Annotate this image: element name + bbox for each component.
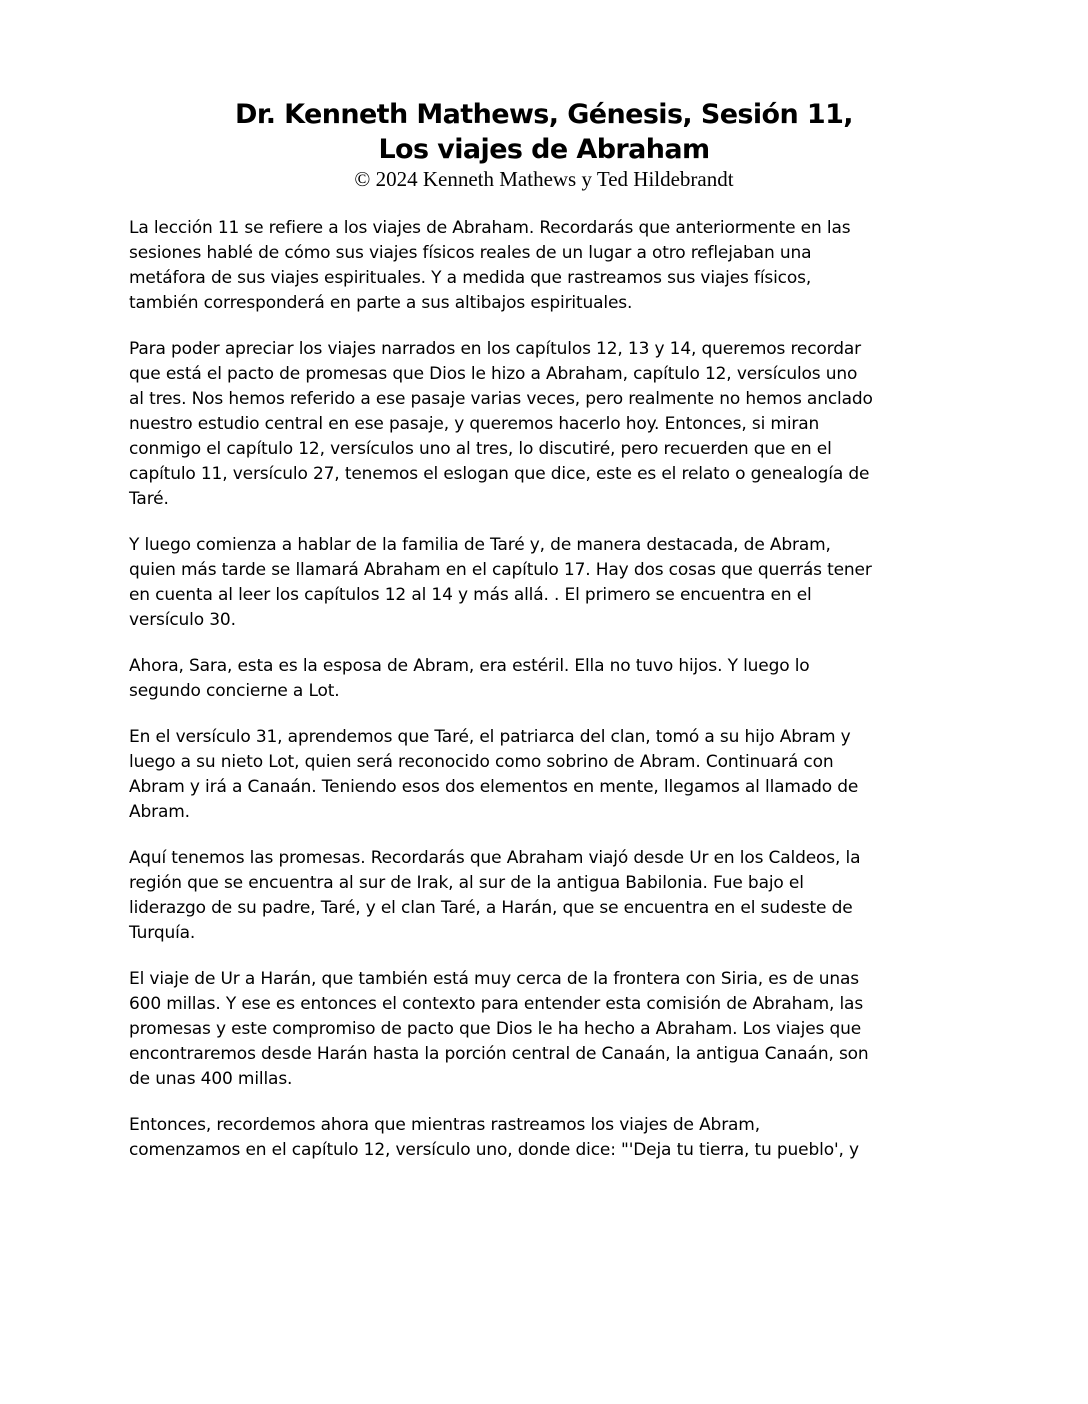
paragraph-6: Aquí tenemos las promesas. Recordarás que Abraham viajó desde Ur en los Caldeos, la región que se encuentra al sur de Irak, al sur de la antigua Babilonia. Fue bajo el liderazgo de su padre, Taré, y el clan Taré, a Harán, que se encuentra en el sudeste de Turquía. xyxy=(129,848,861,943)
document-title-line-1: Dr. Kenneth Mathews, Génesis, Sesión 11, xyxy=(235,99,853,130)
paragraph-5: En el versículo 31, aprendemos que Taré, el patriarca del clan, tomó a su hijo Abram y luego a su nieto Lot, quien será reconocido como sobrino de Abram. Continuará con Abram y irá a Canaán. Teniendo esos dos elementos en mente, llegamos al llamado de Abram. xyxy=(129,727,859,822)
paragraph-8: Entonces, recordemos ahora que mientras rastreamos los viajes de Abram, comenzamos en el capítulo 12, versículo uno, donde dice: "'Deja tu tierra, tu pueblo', y xyxy=(129,1115,859,1160)
paragraph-1: La lección 11 se refiere a los viajes de Abraham. Recordarás que anteriormente en las sesiones hablé de cómo sus viajes físicos reales de un lugar a otro reflejaban una metáfora de sus viajes espirituales. Y a medida que rastreamos sus viajes físicos, también corresponderá en parte a sus altibajos espirituales. xyxy=(129,218,851,313)
document-header xyxy=(0,97,1088,191)
paragraph-2: Para poder apreciar los viajes narrados en los capítulos 12, 13 y 14, queremos recordar que está el pacto de promesas que Dios le hizo a Abraham, capítulo 12, versículos uno al tres. Nos hemos referido a ese pasaje varias veces, pero realmente no hemos anclado nuestro estudio central en ese pasaje, y queremos hacerlo hoy. Entonces, si miran conmigo el capítulo 12, versículos uno al tres, lo discutiré, pero recuerden que en el capítulo 11, versículo 27, tenemos el eslogan que dice, este es el relato o genealogía de Taré. xyxy=(129,339,873,509)
paragraph-4: Ahora, Sara, esta es la esposa de Abram, era estéril. Ella no tuvo hijos. Y luego lo segundo concierne a Lot. xyxy=(129,656,810,701)
document-title-line-2: Los viajes de Abraham xyxy=(378,134,710,165)
copyright-notice: © 2024 Kenneth Mathews y Ted Hildebrandt xyxy=(354,167,734,191)
paragraph-7: El viaje de Ur a Harán, que también está muy cerca de la frontera con Siria, es de unas 600 millas. Y ese es entonces el contexto para entender esta comisión de Abraham, las promesas y este compromiso de pacto que Dios le ha hecho a Abraham. Los viajes que encontraremos desde Harán hasta la porción central de Canaán, la antigua Canaán, son de unas 400 millas. xyxy=(129,969,869,1089)
document-body xyxy=(129,216,989,1184)
paragraph-3: Y luego comienza a hablar de la familia de Taré y, de manera destacada, de Abram, quien más tarde se llamará Abraham en el capítulo 17. Hay dos cosas que querrás tener en cuenta al leer los capítulos 12 al 14 y más allá. . El primero se encuentra en el versículo 30. xyxy=(129,535,872,630)
